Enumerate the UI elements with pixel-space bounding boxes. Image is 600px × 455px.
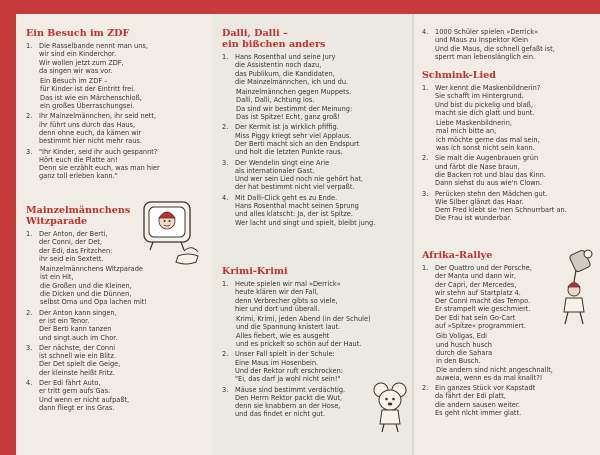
lyric-line: Mäuse sind bestimmt verdächtig. bbox=[235, 385, 346, 394]
lyric-line: Der Conni macht das Tempo. bbox=[435, 297, 531, 306]
lyric-line: Dalli, Dalli, Achtung los. bbox=[236, 96, 315, 105]
song-stanzas bbox=[26, 42, 206, 181]
lyric-line: Heute spielen wir mal »Derrick« bbox=[235, 280, 341, 288]
lyric-line: Wie Silber glänzt das Haar. bbox=[435, 197, 524, 206]
stanza bbox=[26, 42, 206, 75]
lyric-line: ist schnell wie ein Blitz. bbox=[39, 352, 117, 361]
song-title: Krimi-Krimi bbox=[222, 266, 288, 277]
lyric-line: ein großes Überraschungsei. bbox=[40, 102, 135, 111]
lyric-line: Gib Vollgas, Edi bbox=[436, 332, 487, 341]
lyric-line: Miss Piggy kriegt sehr viel Applaus. bbox=[235, 131, 352, 140]
stanza bbox=[422, 84, 594, 117]
lyric-line: ihr seid ein Sextett. bbox=[39, 254, 104, 263]
stanza bbox=[222, 350, 406, 383]
lyric-line: hier und dort und überall. bbox=[235, 304, 320, 313]
stanza-number: 1. bbox=[26, 230, 33, 238]
stanza-number: 3. bbox=[222, 385, 229, 394]
stanza bbox=[222, 123, 406, 156]
stanza-number: 2. bbox=[422, 154, 429, 163]
stanza-number: 1. bbox=[422, 84, 429, 92]
lyric-line: heute klären wir den Fall, bbox=[235, 288, 319, 297]
lyric-line: und husch husch bbox=[436, 340, 492, 349]
lyric-line: der Capri, der Mercedes, bbox=[435, 280, 517, 289]
song-title: Ein Besuch im ZDF bbox=[26, 28, 130, 39]
stanza-number: 4. bbox=[222, 193, 229, 202]
lyric-line: und singt auch im Chor. bbox=[39, 333, 118, 342]
stanza-number: 2. bbox=[26, 308, 33, 317]
song-title bbox=[222, 28, 406, 50]
song-stanzas bbox=[422, 28, 594, 61]
lyric-line: Die Frau ist wunderbar. bbox=[435, 214, 512, 223]
lyric-line: und Maus zu Inspektor Klein bbox=[435, 36, 529, 45]
lyric-line: als internationaler Gast. bbox=[235, 166, 315, 175]
lyric-line: ich möchte gerne das mal sein, bbox=[436, 135, 540, 144]
lyric-line: Der Berti macht sich an den Endspurt bbox=[235, 139, 360, 148]
lyric-line: und färbt die Nase braun, bbox=[435, 162, 520, 171]
lyric-line: der kleinste heißt Fritz. bbox=[39, 368, 115, 377]
stanza bbox=[26, 379, 206, 412]
lyric-line: Das ist wie ein Märchenschloß, bbox=[40, 93, 142, 102]
lyric-line: Wer lacht und singt und spielt, bleibt jung. bbox=[235, 218, 376, 227]
lyric-line: da singen wir was vor. bbox=[39, 66, 113, 75]
stanza-number: 2. bbox=[422, 384, 429, 393]
stanza bbox=[26, 344, 206, 377]
lyric-line: mal mich bitte an, bbox=[436, 127, 497, 136]
lyric-line: Sie schafft im Hintergrund. bbox=[435, 92, 524, 101]
lyric-line: Hans Rosenthal und seine Jury bbox=[235, 53, 336, 61]
title-line: Mainzelmännchens bbox=[26, 205, 131, 216]
column-right bbox=[412, 14, 600, 455]
lyric-line: Wer kennt die Maskenbildnerin? bbox=[435, 84, 541, 92]
stanza bbox=[222, 280, 406, 313]
lyric-line: Der Wendelin singt eine Arie bbox=[235, 158, 330, 167]
lyric-line: Hört euch die Platte an! bbox=[39, 155, 118, 164]
stanza-number: 3. bbox=[222, 158, 229, 167]
lyric-line: Das ist Spitze! Echt, ganz groß! bbox=[236, 113, 340, 122]
lyric-line: der Manta und dann wir, bbox=[435, 272, 517, 281]
stanza-number: 1. bbox=[222, 280, 229, 288]
lyric-line: Mainzelmännchens Witzparade bbox=[40, 265, 143, 274]
lyric-line: da fährt der Edi platt, bbox=[435, 392, 506, 401]
lyric-line: Ein ganzes Stück vor Kapstadt bbox=[435, 384, 536, 393]
stanza-number: 4. bbox=[26, 379, 33, 388]
lyric-line: Der Kermit ist ja wirklich pfiffig. bbox=[235, 123, 339, 132]
tv-mainzelmaennchen-illustration bbox=[138, 194, 204, 272]
stanza bbox=[222, 53, 406, 86]
lyric-line: Unser Fall spielt in der Schule: bbox=[235, 350, 335, 359]
stanza-number: 2. bbox=[222, 123, 229, 132]
lyric-line: dann fliegt er ins Gras. bbox=[39, 403, 115, 412]
lyric-line: die Mainzelmännchen, ich und du. bbox=[235, 77, 349, 86]
lyric-line: Der Quattro und der Porsche, bbox=[435, 264, 532, 272]
lyric-line: auf »Spitze« programmiert. bbox=[435, 322, 526, 331]
lyric-line: Dem Fred klebt sie 'nen Schnurrbart an. bbox=[435, 206, 567, 215]
lyric-line: er ist ein Tenor. bbox=[39, 316, 90, 325]
lyric-line: denn Verbrecher gibts so viele, bbox=[235, 296, 338, 305]
lyric-line: der hat bestimmt nicht viel verpaßt. bbox=[235, 183, 355, 192]
lyric-line: durch die Sahara bbox=[436, 348, 493, 357]
lyric-line: Da sind wir bestimmt der Meinung: bbox=[236, 104, 353, 113]
lyric-line: Hans Rosenthal macht seinen Sprung bbox=[235, 202, 359, 211]
lyric-line: Sie malt die Augenbrauen grün bbox=[435, 154, 539, 163]
chorus bbox=[436, 332, 594, 382]
mouse-detective-illustration bbox=[370, 380, 410, 434]
title-line: Dalli, Dalli – bbox=[222, 28, 288, 39]
stanza bbox=[422, 190, 594, 223]
lyric-line: 1000 Schüler spielen »Derrick« bbox=[435, 28, 539, 36]
lyric-line: Mainzelmännchen gegen Muppets. bbox=[236, 88, 352, 97]
lyric-line: denn sie knabbern an der Hose, bbox=[235, 402, 341, 411]
lyric-line: Und wer sein Lied noch nie gehört hat, bbox=[235, 175, 364, 184]
lyric-line: Der Det spielt die Geige, bbox=[39, 360, 121, 369]
column-left bbox=[16, 14, 212, 455]
lyric-line: und es prickelt so schön auf der Haut. bbox=[236, 340, 362, 349]
chorus bbox=[236, 88, 406, 121]
lyric-line: und das findet er nicht gut. bbox=[235, 410, 326, 419]
lyric-line: die Assistentin noch dazu, bbox=[235, 61, 322, 70]
lyric-line: Und der Rektor ruft erschrocken: bbox=[235, 366, 343, 375]
lyric-line: Wir wollen jetzt zum ZDF, bbox=[39, 58, 124, 67]
lyric-line: Er strampelt wie geschmiert. bbox=[435, 305, 531, 314]
song-title: Afrika-Rallye bbox=[422, 250, 493, 261]
lyric-line: Dann siehst du aus wie'n Clown. bbox=[435, 179, 542, 188]
lyric-line: Der nächste, der Conni bbox=[39, 343, 116, 352]
lyric-line: Der Edi fährt Auto, bbox=[39, 379, 101, 388]
stanza-number: 3. bbox=[26, 147, 33, 156]
lyric-line: "Ei, das darf ja wohl nicht sein!" bbox=[235, 375, 341, 384]
lyric-line: "Ihr Kinder, seid ihr auch gespannt? bbox=[39, 147, 158, 156]
song-stanzas bbox=[222, 53, 406, 227]
lyric-line: für Kinder ist der Eintritt frei. bbox=[40, 85, 136, 94]
stanza-number: 4. bbox=[422, 28, 429, 36]
lyric-line: Mit Dalli-Click geht es zu Ende. bbox=[235, 193, 338, 202]
stanza bbox=[422, 154, 594, 187]
lyric-line: die Dicken und die Dünnen, bbox=[40, 290, 132, 299]
lyric-line: der Conni, der Det, bbox=[39, 238, 102, 247]
lyric-line: Krimi, Krimi, jeden Abend (in der Schule) bbox=[236, 315, 371, 324]
lyric-line: denn ohne euch, da kämen wir bbox=[39, 128, 142, 137]
stanza bbox=[26, 309, 206, 342]
stanza-number: 3. bbox=[26, 343, 33, 352]
song-stanzas bbox=[422, 84, 594, 223]
lyric-line: Die Rasselbande nennt man uns, bbox=[39, 42, 148, 50]
stanza-number: 1. bbox=[422, 264, 429, 272]
lyric-line: Liebe Maskenbildnerin, bbox=[436, 119, 512, 128]
lyric-line: Alles fiebert, wie es ausgeht bbox=[236, 331, 330, 340]
lyric-line: wir sind ein Kinderchor. bbox=[39, 50, 117, 59]
stanza-number: 2. bbox=[26, 112, 33, 121]
lyric-line: auweia, wenn es da mal knallt?! bbox=[436, 373, 543, 382]
stanza bbox=[26, 148, 206, 181]
song-title: Schmink-Lied bbox=[422, 70, 496, 81]
lyric-line: und holt die letzten Punkte raus. bbox=[235, 148, 343, 157]
song-title bbox=[26, 205, 142, 227]
column-middle bbox=[212, 14, 412, 455]
stanza bbox=[422, 384, 594, 417]
stanza-number: 3. bbox=[422, 189, 429, 198]
lyric-line: selbst Oma und Opa lachen mit! bbox=[40, 298, 148, 307]
rally-racer-illustration bbox=[554, 246, 598, 328]
lyric-line: was ich sonst nicht sein kann. bbox=[436, 144, 535, 153]
stanza bbox=[422, 28, 594, 61]
lyric-line: macht sie dich glatt und bunt. bbox=[435, 108, 535, 117]
stanza-number: 1. bbox=[26, 42, 33, 50]
lyric-line: ist ein Hit, bbox=[40, 273, 74, 282]
lyric-line: Und die Maus, die schnell gefaßt ist, bbox=[435, 44, 555, 53]
lyric-line: Ihr Mainzelmännchen, ihr seid nett, bbox=[39, 112, 157, 121]
lyrics-sheet bbox=[16, 14, 600, 455]
lyric-line: Und bist du pickelig und blaß, bbox=[435, 100, 534, 109]
title-line: Witzparade bbox=[26, 216, 88, 227]
lyric-line: die Großen und die Kleinen, bbox=[40, 281, 132, 290]
lyric-line: wir stehn auf Startplatz 4. bbox=[435, 288, 521, 297]
title-line: ein bißchen anders bbox=[222, 39, 326, 50]
lyric-line: Es geht nicht immer glatt. bbox=[435, 409, 522, 418]
lyric-line: ganz toll erleben kann." bbox=[39, 172, 118, 181]
stanza bbox=[222, 194, 406, 227]
lyric-line: Denn sie erzählt euch, was man hier bbox=[39, 164, 160, 173]
lyric-line: Eine Maus im Hosenbein. bbox=[235, 358, 319, 367]
lyric-line: Die andern sind nicht angeschnallt, bbox=[436, 365, 553, 374]
lyric-line: Der Edi hat sein Go-Cart bbox=[435, 313, 516, 322]
lyric-line: Den Herrn Rektor packt die Wut, bbox=[235, 393, 343, 402]
lyric-line: Ein Besuch im ZDF – bbox=[40, 77, 108, 86]
lyric-line: Der Berti kann tanzen bbox=[39, 325, 112, 334]
stanza-number: 2. bbox=[222, 350, 229, 359]
lyric-line: und die Spannung knistert laut. bbox=[236, 323, 341, 332]
lyric-line: und alles klatscht: Ja, der ist Spitze. bbox=[235, 210, 353, 219]
lyric-line: bestimmt hier nicht mehr raus. bbox=[39, 137, 142, 146]
lyric-line: die Backen rot und blau das Kinn. bbox=[435, 170, 546, 179]
stanza-number: 1. bbox=[222, 53, 229, 61]
lyric-line: ihr führt uns durch das Haus, bbox=[39, 120, 136, 129]
chorus bbox=[436, 119, 594, 152]
lyric-line: in den Busch. bbox=[436, 357, 481, 366]
lyric-line: das Publikum, die Kandidaten, bbox=[235, 69, 335, 78]
lyric-line: sperrt man lebenslänglich ein. bbox=[435, 52, 536, 61]
lyric-line: er tritt gern aufs Gas. bbox=[39, 387, 111, 396]
lyric-line: Und wenn er nicht aufpaßt, bbox=[39, 395, 130, 404]
lyric-line: der Edi, das Fritzchen: bbox=[39, 246, 113, 255]
lyric-line: Der Anton kann singen, bbox=[39, 308, 117, 317]
stanza bbox=[222, 159, 406, 192]
chorus bbox=[236, 315, 406, 348]
chorus bbox=[40, 77, 206, 110]
lyric-line: Der Anton, der Berti, bbox=[39, 230, 108, 238]
stanza bbox=[26, 112, 206, 145]
lyric-line: Perücken stehn den Mädchen gut. bbox=[435, 189, 548, 198]
lyric-line: die andern sausen weiter. bbox=[435, 400, 521, 409]
